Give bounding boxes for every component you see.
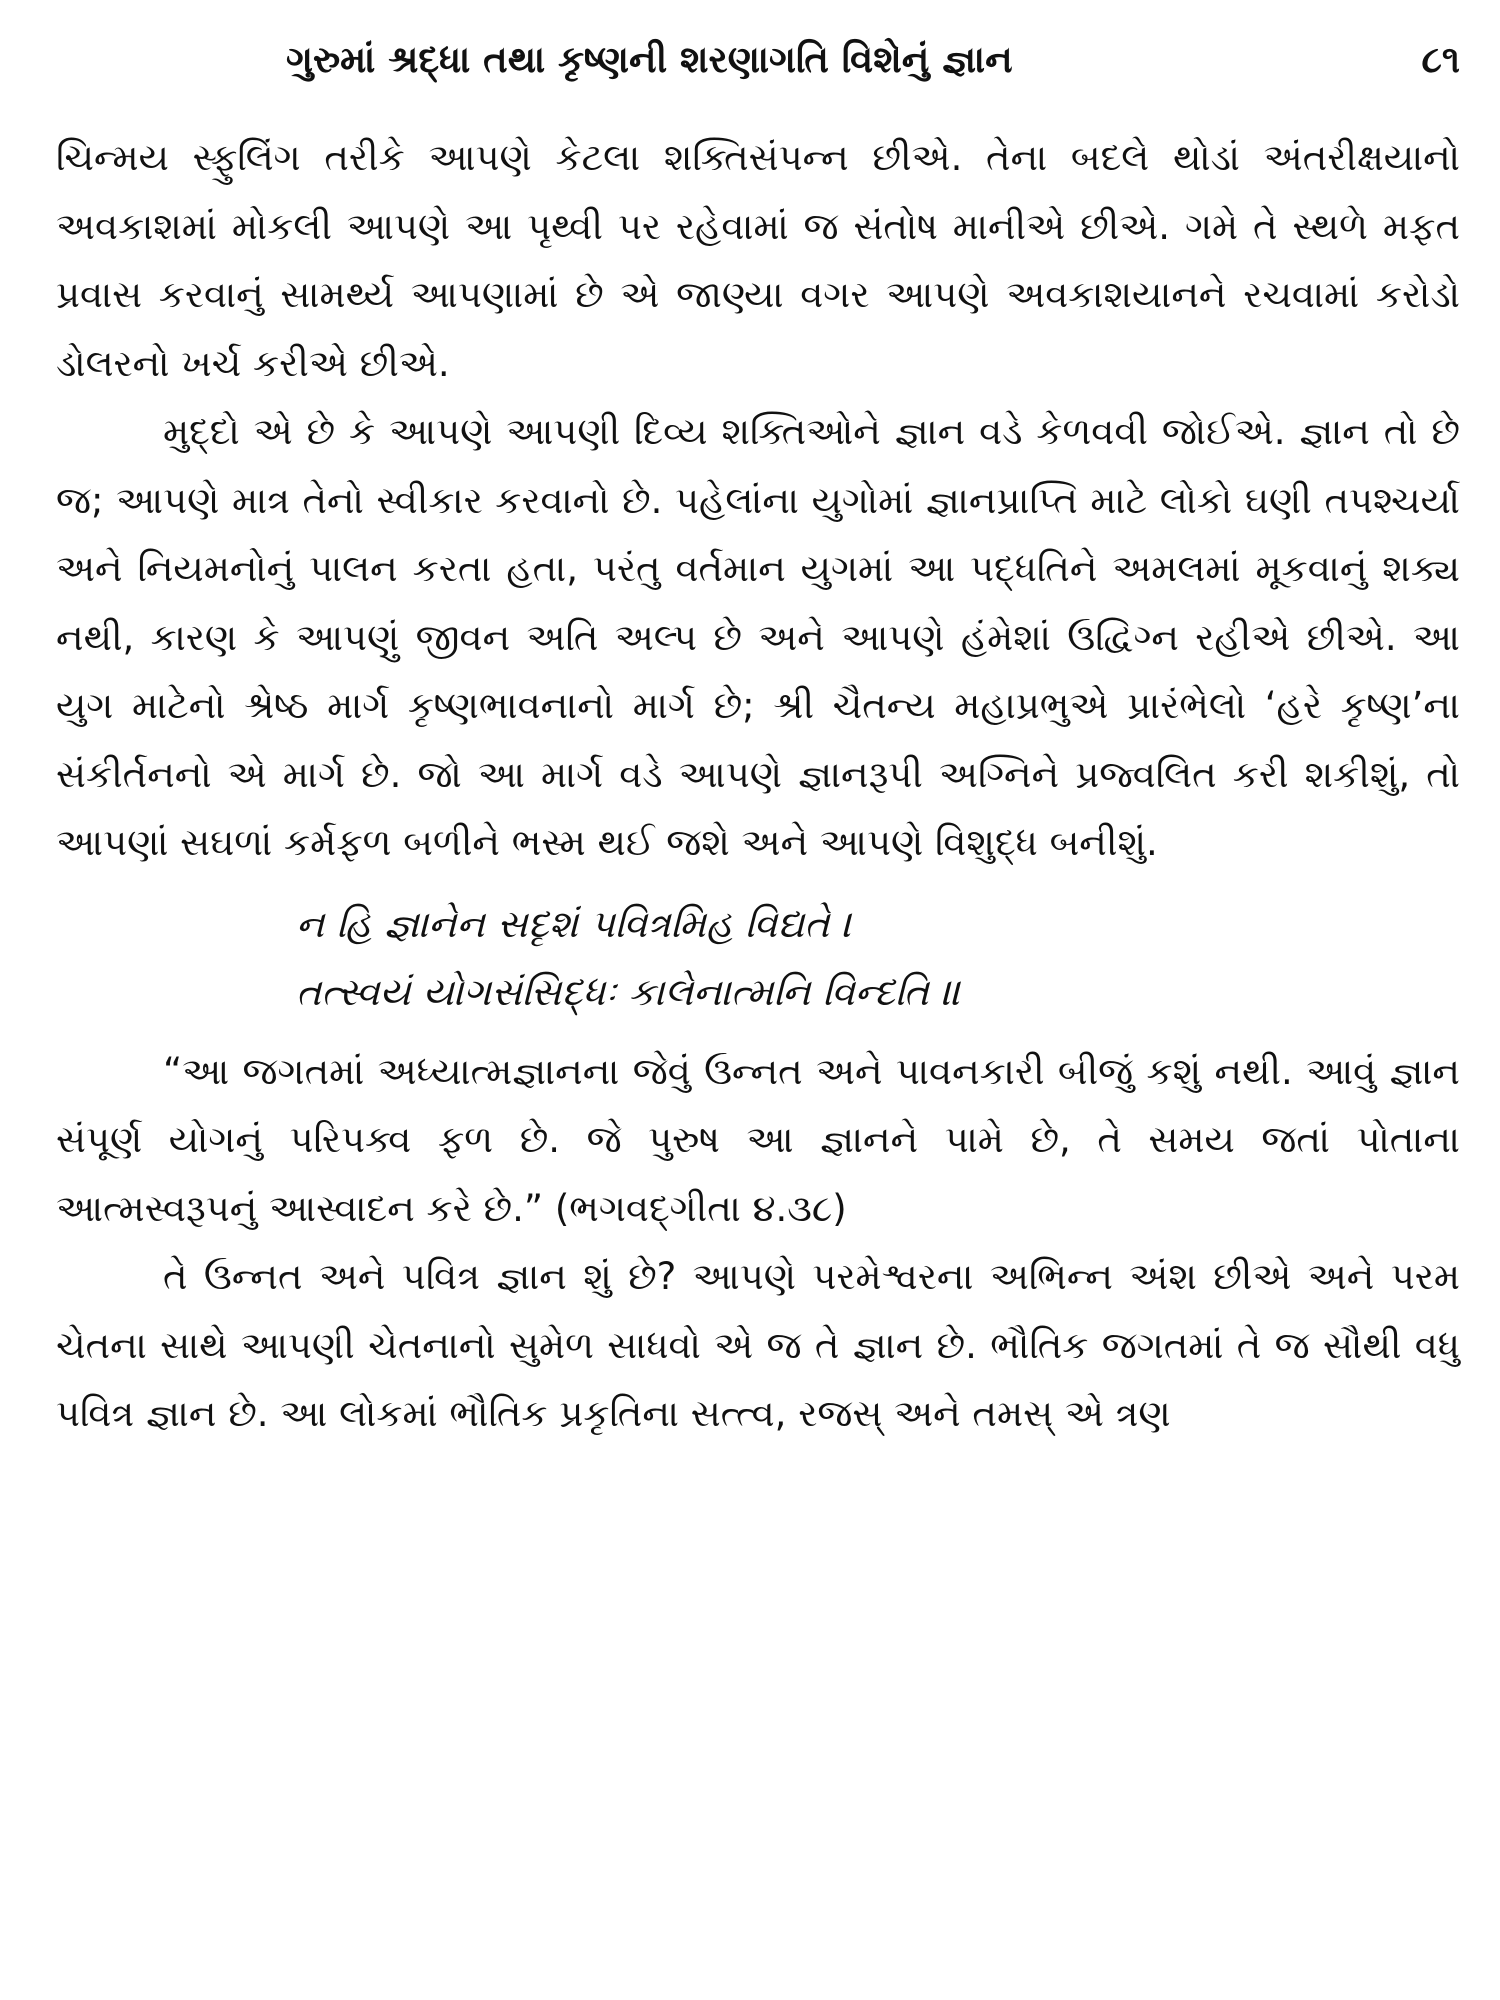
page-number: ૮૧ xyxy=(1421,38,1460,81)
body-text xyxy=(56,124,1460,1449)
paragraph-1: ચિન્મય સ્ફુલિંગ તરીકે આપણે કેટલા શક્તિસંપન્ન છીએ. તેના બદલે થોડાં અંતરીક્ષયાનો અવકાશમાં મોકલી આપણે આ પૃથ્વી પર રહેવામાં જ સંતોષ માનીએ છીએ. ગમે તે સ્થળે મફત પ્રવાસ કરવાનું સામર્થ્ય આપણામાં છે એ જાણ્યા વગર આપણે અવકાશયાનને રચવામાં કરોડો ડોલરનો ખર્ચ કરીએ છીએ. xyxy=(56,136,1460,385)
sanskrit-verse xyxy=(56,890,1460,1026)
running-title: ગુરુમાં શ્રદ્ધા તથા કૃષ્ણની શરણાગતિ વિશેનું જ્ઞાન xyxy=(286,38,1013,81)
paragraph-2: મુદ્દો એ છે કે આપણે આપણી દિવ્ય શક્તિઓને જ્ઞાન વડે કેળવવી જોઈએ. જ્ઞાન તો છે જ; આપણે માત્ર તેનો સ્વીકાર કરવાનો છે. પહેલાંના યુગોમાં જ્ઞાનપ્રાપ્તિ માટે લોકો ઘણી તપશ્ચર્યા અને નિયમનોનું પાલન કરતા હતા, પરંતુ વર્તમાન યુગમાં આ પદ્ધતિને અમલમાં મૂકવાનું શક્ય નથી, કારણ કે આપણું જીવન અતિ અલ્પ છે અને આપણે હંમેશાં ઉદ્વિગ્ન રહીએ છીએ. આ યુગ માટેનો શ્રેષ્ઠ માર્ગ કૃષ્ણભાવનાનો માર્ગ છે; શ્રી ચૈતન્ય મહાપ્રભુએ પ્રારંભેલો ‘હરે કૃષ્ણ’ના સંકીર્તનનો એ માર્ગ છે. જો આ માર્ગ વડે આપણે જ્ઞાનરૂપી અગ્નિને પ્રજ્વલિત કરી શકીશું, તો આપણાં સઘળાં કર્મફળ બળીને ભસ્મ થઈ જશે અને આપણે વિશુદ્ધ બનીશું. xyxy=(56,410,1460,864)
verse-line-2: તત્સ્વયં યોગસંસિદ્ધઃ કાલેનાત્મનિ વિન્દતિ ॥ xyxy=(296,969,961,1014)
translation-paragraph: “આ જગતમાં અધ્યાત્મજ્ઞાનના જેવું ઉન્નત અને પાવનકારી બીજું કશું નથી. આવું જ્ઞાન સંપૂર્ણ યોગનું પરિપક્વ ફળ છે. જે પુરુષ આ જ્ઞાનને પામે છે, તે સમય જતાં પોતાના આત્મસ્વરૂપનું આસ્વાદન કરે છે.” (ભગવદ્‌ગીતા ૪.૩૮) xyxy=(56,1049,1460,1230)
page-header xyxy=(56,38,1460,110)
verse-line-1: ન હિ જ્ઞાનેન સદૃશં પવિત્રમિહ વિદ્યતે । xyxy=(296,901,852,946)
paragraph-4: તે ઉન્નત અને પવિત્ર જ્ઞાન શું છે? આપણે પરમેશ્વરના અભિન્ન અંશ છીએ અને પરમ ચેતના સાથે આપણી ચેતનાનો સુમેળ સાધવો એ જ તે જ્ઞાન છે. ભૌતિક જગતમાં તે જ સૌથી વધુ પવિત્ર જ્ઞાન છે. આ લોકમાં ભૌતિક પ્રકૃતિના સત્ત્વ, રજસ્‌ અને તમસ્‌ એ ત્રણ xyxy=(56,1255,1460,1435)
